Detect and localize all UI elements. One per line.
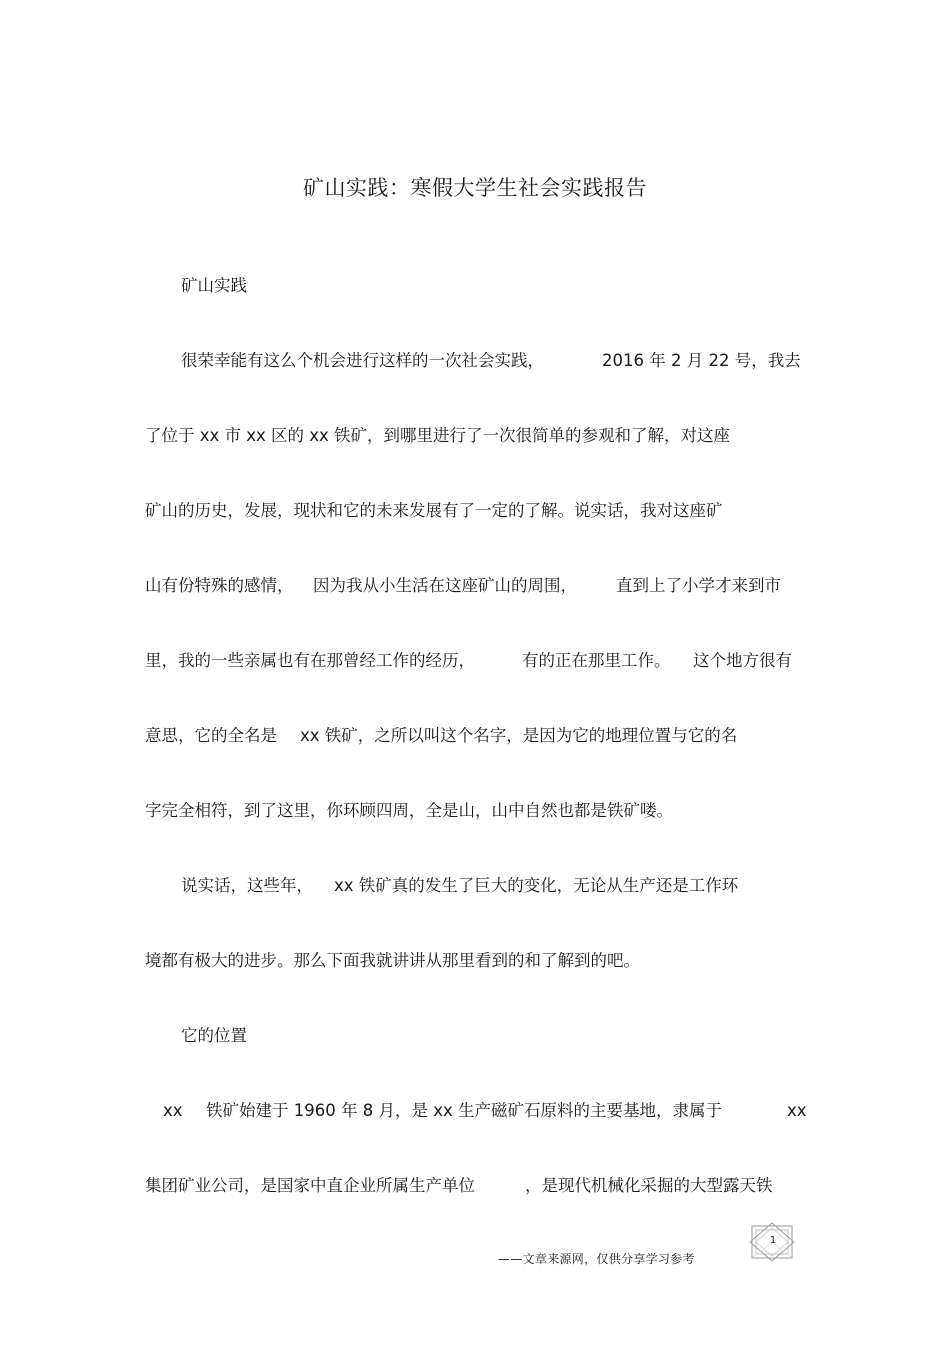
heading-text: 矿山实践 <box>181 276 247 295</box>
paragraph-line <box>0 1099 950 1123</box>
paragraph-line <box>0 574 950 598</box>
line-text: 山有份特殊的感情， <box>145 576 294 595</box>
line-text: 直到上了小学才来到市 <box>616 576 781 595</box>
document-title: 矿山实践：寒假大学生社会实践报告 <box>303 176 647 200</box>
line-text: 铁矿始建于 1960 年 8 月，是 xx 生产磁矿石原料的主要基地，隶属于 <box>206 1101 722 1120</box>
section-heading-location <box>0 1024 950 1048</box>
paragraph-line <box>0 724 950 748</box>
line-text: 里，我的一些亲属也有在那曾经工作的经历， <box>145 651 475 670</box>
paragraph-line <box>0 949 950 973</box>
line-text: 因为我从小生活在这座矿山的周围， <box>313 576 577 595</box>
line-text: 有的正在那里工作。 <box>522 651 671 670</box>
line-text: 这个地方很有 <box>693 651 792 670</box>
line-text: 很荣幸能有这么个机会进行这样的一次社会实践， <box>181 351 544 370</box>
paragraph-line <box>0 1174 950 1198</box>
heading-text: 它的位置 <box>181 1026 247 1045</box>
line-text: xx 铁矿，之所以叫这个名字，是因为它的地理位置与它的名 <box>300 726 738 745</box>
line-text: xx <box>163 1101 183 1120</box>
line-text: xx 铁矿真的发生了巨大的变化，无论从生产还是工作环 <box>334 876 739 895</box>
section-heading-mine-practice <box>0 274 950 298</box>
line-text: 矿山的历史，发展，现状和它的未来发展有了一定的了解。说实话，我对这座矿 <box>145 501 723 520</box>
paragraph-line <box>0 874 950 898</box>
paragraph-line <box>0 349 950 373</box>
paragraph-line <box>0 424 950 448</box>
line-text: 集团矿业公司，是国家中直企业所属生产单位 <box>145 1176 475 1195</box>
line-text: 说实话，这些年， <box>181 876 313 895</box>
page-number-badge <box>748 1222 796 1262</box>
paragraph-line <box>0 649 950 673</box>
line-text: 了位于 xx 市 xx 区的 xx 铁矿，到哪里进行了一次很简单的参观和了解，对这座 <box>145 426 731 445</box>
paragraph-line <box>0 799 950 823</box>
line-text: 字完全相符，到了这里，你环顾四周，全是山，山中自然也都是铁矿喽。 <box>145 801 673 820</box>
line-text: 意思，它的全名是 <box>145 726 277 745</box>
page-number: 1 <box>769 1235 777 1246</box>
line-text: ，是现代机械化采掘的大型露天铁 <box>525 1176 773 1195</box>
source-note: ——文章来源网，仅供分享学习参考 <box>498 1252 695 1266</box>
line-text: xx <box>787 1101 807 1120</box>
line-text: 2016 年 2 月 22 号，我去 <box>602 351 801 370</box>
line-text: 境都有极大的进步。那么下面我就讲讲从那里看到的和了解到的吧。 <box>145 951 640 970</box>
paragraph-line <box>0 499 950 523</box>
